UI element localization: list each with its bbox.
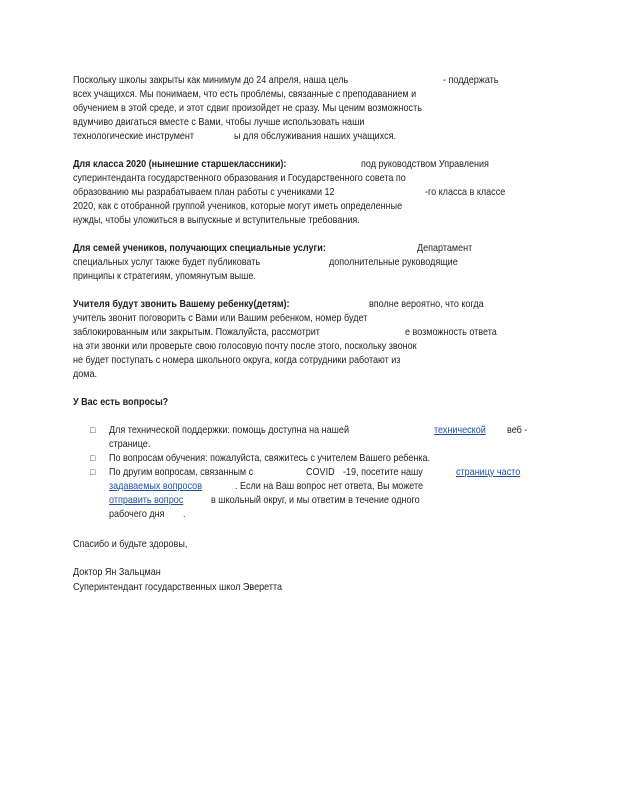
faq-link-part2[interactable]: задаваемых вопросов: [109, 480, 203, 492]
para2-heading: Для класса 2020 (нынешние старшеклассники):: [73, 158, 287, 170]
para2-line3-end: -го класса в классе: [425, 186, 506, 198]
para1-line4: вдумчиво двигаться вместе с Вами, чтобы лучше использовать наши: [73, 116, 365, 128]
para1-line1-end: - поддержать: [443, 74, 499, 86]
para1-line3: обучением в этой среде, и этот сдвиг произойдет не сразу. Мы ценим возможность: [73, 102, 422, 114]
para2-line5: нужды, чтобы уложиться в выпускные и вступительные требования.: [73, 214, 360, 226]
tech-support-link[interactable]: технической: [434, 424, 486, 436]
para2-line2: суперинтенданта государственного образования и Государственного совета по: [73, 172, 406, 184]
bullet1-line2: странице.: [109, 438, 151, 450]
para3-line2: специальных услуг также будет публиковать: [73, 256, 261, 268]
bullet3-line2: . Если на Ваш вопрос нет ответа, Вы можете: [235, 480, 424, 492]
closing-text: Спасибо и будьте здоровы,: [73, 538, 188, 550]
para3-heading: Для семей учеников, получающих специальные услуги:: [73, 242, 326, 254]
bullet1-text: Для технической поддержки: помощь доступна на нашей: [109, 424, 349, 436]
bullet3-line3: в школьный округ, и мы ответим в течение одного: [211, 494, 420, 506]
signature-name: Доктор Ян Зальцман: [73, 566, 161, 578]
bullet2-text: По вопросам обучения: пожалуйста, свяжитесь с учителем Вашего ребенка.: [109, 452, 431, 464]
submit-question-link[interactable]: отправить вопрос: [109, 494, 184, 506]
bullet1-text-end: веб -: [507, 424, 528, 436]
para4-line1-end: вполне вероятно, что когда: [369, 298, 484, 310]
bullet-square-icon: □: [90, 467, 96, 477]
signature-title: Суперинтендант государственных школ Эверетта: [73, 581, 283, 593]
para1-line5-end: ы для обслуживания наших учащихся.: [234, 130, 397, 142]
bullet-square-icon: □: [90, 453, 96, 463]
bullet3-text-mid: -19, посетите нашу: [343, 466, 423, 478]
para4-line4: на эти звонки или проверьте свою голосовую почту после этого, поскольку звонок: [73, 340, 417, 352]
para3-line3: принципы к стратегиям, упомянутым выше.: [73, 270, 256, 282]
para3-line2-end: дополнительные руководящие: [329, 256, 458, 268]
para4-line3-end: е возможность ответа: [405, 326, 497, 338]
bullet3-covid: COVID: [306, 466, 335, 478]
para4-line6: дома.: [73, 368, 98, 380]
para1-line2: всех учащихся. Мы понимаем, что есть проблемы, связанные с преподаванием и: [73, 88, 417, 100]
para2-line1-end: под руководством Управления: [361, 158, 489, 170]
para4-line3: заблокированным или закрытым. Пожалуйста, рассмотрит: [73, 326, 320, 338]
para4-line5: не будет поступать с номера школьного округа, когда сотрудники работают из: [73, 354, 401, 366]
para1-line1: Поскольку школы закрыты как минимум до 24 апреля, наша цель: [73, 74, 349, 86]
bullet3-line4: рабочего дня: [109, 508, 165, 520]
para2-line4: 2020, как с отобранной группой учеников, которые могут иметь определенные: [73, 200, 403, 212]
para2-line3: образованию мы разрабатываем план работы с учениками 12: [73, 186, 335, 198]
para3-line1-end: Департамент: [417, 242, 473, 254]
questions-heading: У Вас есть вопросы?: [73, 396, 169, 408]
bullet3-text: По другим вопросам, связанным с: [109, 466, 254, 478]
bullet-square-icon: □: [90, 425, 96, 435]
para4-line2: учитель звонит поговорить с Вами или Вашим ребенком, номер будет: [73, 312, 368, 324]
para4-heading: Учителя будут звонить Вашему ребенку(детям):: [73, 298, 290, 310]
bullet3-line4-end: .: [183, 508, 186, 520]
para1-line5: технологические инструмент: [73, 130, 195, 142]
faq-link-part1[interactable]: страницу часто: [456, 466, 521, 478]
